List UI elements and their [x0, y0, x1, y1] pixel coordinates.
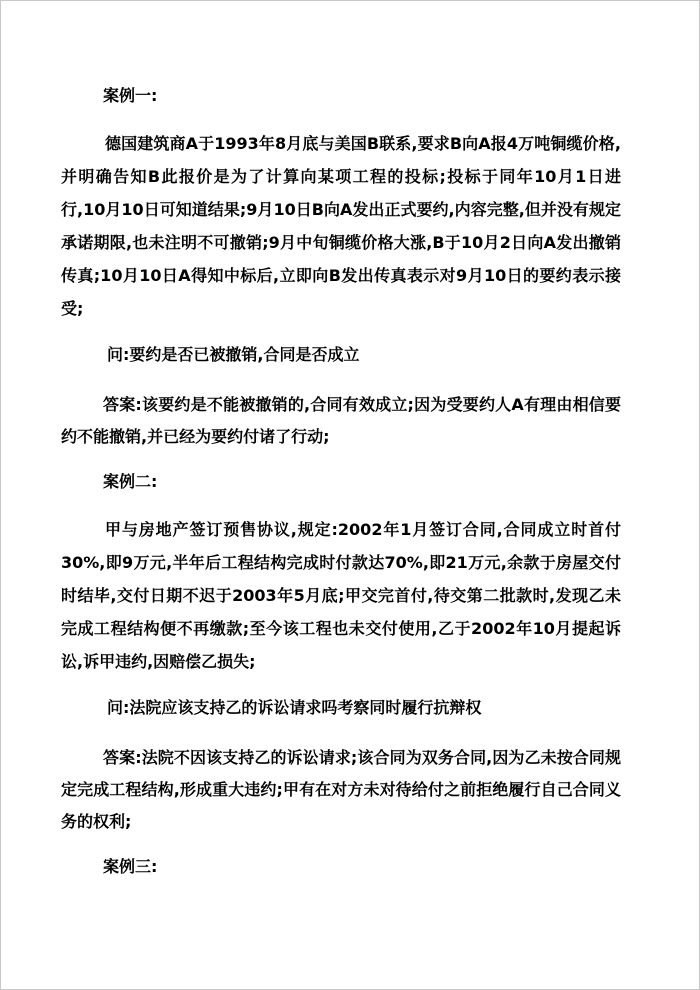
case-description: 甲与房地产签订预售协议,规定:2002年1月签订合同,合同成立时首付30%,即9万元,半年后工程结构完成时付款达70%,即21万元,余款于房屋交付时结毕,交付日期不迟于2003年5月底;甲交完首付,待交第二批款时,发现乙未完成工程结构便不再缴款;至今该工程也未交付使用,乙于2002年10月提起诉讼,诉甲违约,因赔偿乙损失;: [61, 520, 621, 671]
case-heading: 案例三:: [103, 857, 158, 876]
document-content: [61, 79, 621, 898]
answer-label: 答案:: [103, 395, 142, 414]
case-heading: 案例一:: [103, 86, 158, 105]
answer-text: 该要约是不能被撤销的,合同有效成立;因为受要约人A有理由相信要约不能撤销,并已经为要约付诸了行动;: [61, 395, 621, 446]
answer-label: 答案:: [103, 748, 142, 767]
case-answer: [61, 742, 621, 838]
case-question: 问:要约是否已被撤销,合同是否成立: [107, 345, 360, 364]
case-description: 德国建筑商A于1993年8月底与美国B联系,要求B向A报4万吨铜缆价格,并明确告知B此报价是为了计算向某项工程的投标;投标于同年10月1日进行,10月10日可知道结果;9月10日B向A发出正式要约,内容完整,但并没有规定承诺期限,也未注明不可撤销;9月中旬铜缆价格大涨,B于10月2日向A发出撤销传真;10月10日A得知中标后,立即向B发出传真表示对9月10日的要约表示接受;: [61, 134, 621, 318]
case-question: 问:法院应该支持乙的诉讼请求吗考察同时履行抗辩权: [107, 698, 482, 717]
answer-text: 法院不因该支持乙的诉讼请求;该合同为双务合同,因为乙未按合同规定完成工程结构,形成重大违约;甲有在对方未对待给付之前拒绝履行自己合同义务的权利;: [61, 748, 621, 831]
case-heading: 案例二:: [103, 472, 158, 491]
case-answer: [61, 389, 621, 453]
